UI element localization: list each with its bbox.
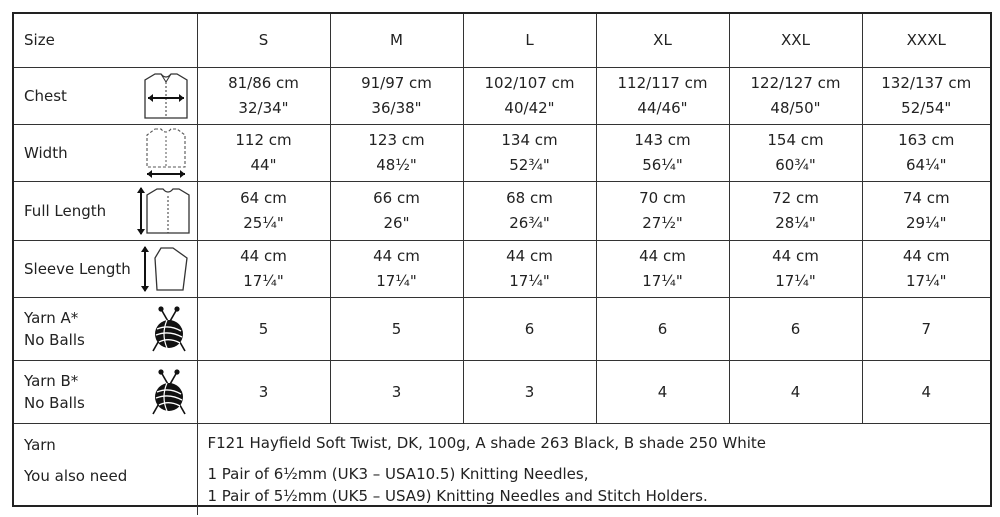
cardigan-hem-width-icon <box>141 127 191 179</box>
value-line: 72 cm <box>772 189 819 207</box>
value-cell <box>729 360 862 423</box>
value-cell <box>197 124 330 181</box>
value-cell <box>197 240 330 297</box>
value-line: 112/117 cm <box>617 74 708 92</box>
measurement-row <box>14 67 990 124</box>
value-line: 17¼" <box>376 272 417 290</box>
value-line: 3 <box>258 382 269 401</box>
value-line: 26" <box>383 214 410 232</box>
value-line: 27½" <box>642 214 683 232</box>
row-label-line: Full Length <box>24 201 107 220</box>
value-line: 4 <box>921 382 932 401</box>
value-line: 6 <box>524 319 535 338</box>
value-cell <box>862 297 990 360</box>
value-line: 17¼" <box>243 272 284 290</box>
notes-row <box>14 423 990 515</box>
yarn-ball-needles-icon <box>147 368 191 416</box>
row-label-cell <box>14 240 197 297</box>
row-label-cell <box>14 360 197 423</box>
size-l: L <box>463 14 596 67</box>
value-line: 143 cm <box>634 131 691 149</box>
value-cell <box>596 240 729 297</box>
value-line: 44 cm <box>506 247 553 265</box>
size-xl: XL <box>596 14 729 67</box>
value-line: 134 cm <box>501 131 558 149</box>
row-label <box>24 307 85 351</box>
measurement-row <box>14 360 990 423</box>
value-line: 132/137 cm <box>881 74 972 92</box>
yarn-label: Yarn <box>24 435 56 454</box>
row-label-line: No Balls <box>24 330 85 349</box>
value-line: 29¼" <box>905 214 947 232</box>
value-line: 6 <box>790 319 801 338</box>
size-header-cell <box>14 14 197 67</box>
size-s: S <box>197 14 330 67</box>
value-cell <box>729 67 862 124</box>
value-cell <box>596 124 729 181</box>
value-line: 44 cm <box>639 247 686 265</box>
value-cell <box>729 240 862 297</box>
size-header-label: Size <box>24 31 55 50</box>
value-line: 44 cm <box>902 247 950 265</box>
value-line: 6 <box>657 319 668 338</box>
row-label-cell <box>14 124 197 181</box>
value-cell <box>463 124 596 181</box>
value-line: 32/34" <box>238 99 289 117</box>
value-cell <box>596 181 729 240</box>
value-line: 17¼" <box>905 272 947 290</box>
value-line: 25¼" <box>243 214 284 232</box>
value-line: 17¼" <box>642 272 683 290</box>
value-cell <box>330 124 463 181</box>
size-xxxl: XXXL <box>862 14 990 67</box>
value-cell <box>463 67 596 124</box>
value-cell <box>729 124 862 181</box>
value-cell <box>862 360 990 423</box>
value-line: 26¾" <box>509 214 550 232</box>
value-line: 81/86 cm <box>228 74 299 92</box>
value-cell <box>463 297 596 360</box>
value-line: 44 cm <box>373 247 420 265</box>
value-cell <box>330 240 463 297</box>
value-line: 3 <box>524 382 535 401</box>
value-cell <box>330 181 463 240</box>
notes-text-cell <box>197 423 990 515</box>
value-line: 48/50" <box>770 99 821 117</box>
value-line: 68 cm <box>506 189 553 207</box>
size-header-row <box>14 14 990 67</box>
value-cell <box>463 240 596 297</box>
value-line: 5 <box>391 319 402 338</box>
row-label-line: Yarn B* <box>24 371 79 390</box>
value-cell <box>862 67 990 124</box>
value-cell <box>197 181 330 240</box>
size-xxl: XXL <box>729 14 862 67</box>
value-line: 17¼" <box>509 272 550 290</box>
sleeve-length-icon <box>139 244 191 294</box>
value-line: 48½" <box>376 156 417 174</box>
row-label-line: Sleeve Length <box>24 259 131 278</box>
value-line: 70 cm <box>639 189 686 207</box>
row-label-line: Chest <box>24 86 67 105</box>
value-line: 102/107 cm <box>484 74 575 92</box>
value-cell <box>729 297 862 360</box>
value-line: 56¼" <box>642 156 683 174</box>
notes-label-cell <box>14 423 197 515</box>
value-line: 64¼" <box>905 156 947 174</box>
value-cell <box>197 297 330 360</box>
value-cell <box>197 360 330 423</box>
needles-line-2: 1 Pair of 5½mm (UK5 – USA9) Knitting Needles and Stitch Holders. <box>207 486 708 505</box>
value-line: 52/54" <box>901 99 952 117</box>
value-line: 44/46" <box>637 99 688 117</box>
value-line: 154 cm <box>767 131 824 149</box>
row-label <box>24 142 68 164</box>
value-cell <box>463 181 596 240</box>
value-cell <box>330 297 463 360</box>
value-cell <box>596 360 729 423</box>
measurement-row <box>14 124 990 181</box>
needles-line-1: 1 Pair of 6½mm (UK3 – USA10.5) Knitting Needles, <box>207 464 589 483</box>
value-line: 17¼" <box>775 272 816 290</box>
value-cell <box>330 67 463 124</box>
value-line: 44 cm <box>240 247 287 265</box>
size-table <box>14 14 990 515</box>
value-line: 122/127 cm <box>750 74 841 92</box>
row-label <box>24 85 67 107</box>
row-label-cell <box>14 181 197 240</box>
cardigan-chest-width-icon <box>141 72 191 120</box>
value-line: 91/97 cm <box>361 74 432 92</box>
value-line: 36/38" <box>371 99 422 117</box>
value-line: 66 cm <box>373 189 420 207</box>
value-line: 4 <box>790 382 801 401</box>
value-line: 123 cm <box>368 131 425 149</box>
size-chart <box>12 12 992 507</box>
value-line: 5 <box>258 319 269 338</box>
row-label <box>24 370 85 414</box>
value-line: 52¾" <box>509 156 550 174</box>
value-line: 40/42" <box>504 99 555 117</box>
row-label-line: No Balls <box>24 393 85 412</box>
value-line: 28¼" <box>775 214 816 232</box>
measurement-row <box>14 297 990 360</box>
value-line: 74 cm <box>902 189 950 207</box>
value-cell <box>862 124 990 181</box>
value-cell <box>596 67 729 124</box>
value-line: 7 <box>921 319 932 338</box>
row-label-line: Width <box>24 143 68 162</box>
value-cell <box>463 360 596 423</box>
row-label-cell <box>14 297 197 360</box>
size-m: M <box>330 14 463 67</box>
also-need-label: You also need <box>24 466 128 485</box>
value-line: 60¾" <box>775 156 816 174</box>
value-line: 112 cm <box>235 131 292 149</box>
cardigan-length-icon <box>135 185 191 237</box>
measurement-row <box>14 181 990 240</box>
measurement-row <box>14 240 990 297</box>
row-label <box>24 258 131 280</box>
row-label <box>24 200 106 222</box>
value-line: 44" <box>250 156 277 174</box>
yarn-description: F121 Hayfield Soft Twist, DK, 100g, A shade 263 Black, B shade 250 White <box>207 433 767 452</box>
row-label-cell <box>14 67 197 124</box>
value-line: 163 cm <box>898 131 955 149</box>
value-line: 3 <box>391 382 402 401</box>
value-cell <box>862 240 990 297</box>
value-cell <box>197 67 330 124</box>
value-cell <box>596 297 729 360</box>
value-line: 4 <box>657 382 668 401</box>
value-line: 64 cm <box>240 189 287 207</box>
value-line: 44 cm <box>772 247 819 265</box>
value-cell <box>862 181 990 240</box>
row-label-line: Yarn A* <box>24 308 79 327</box>
value-cell <box>330 360 463 423</box>
yarn-ball-needles-icon <box>147 305 191 353</box>
value-cell <box>729 181 862 240</box>
